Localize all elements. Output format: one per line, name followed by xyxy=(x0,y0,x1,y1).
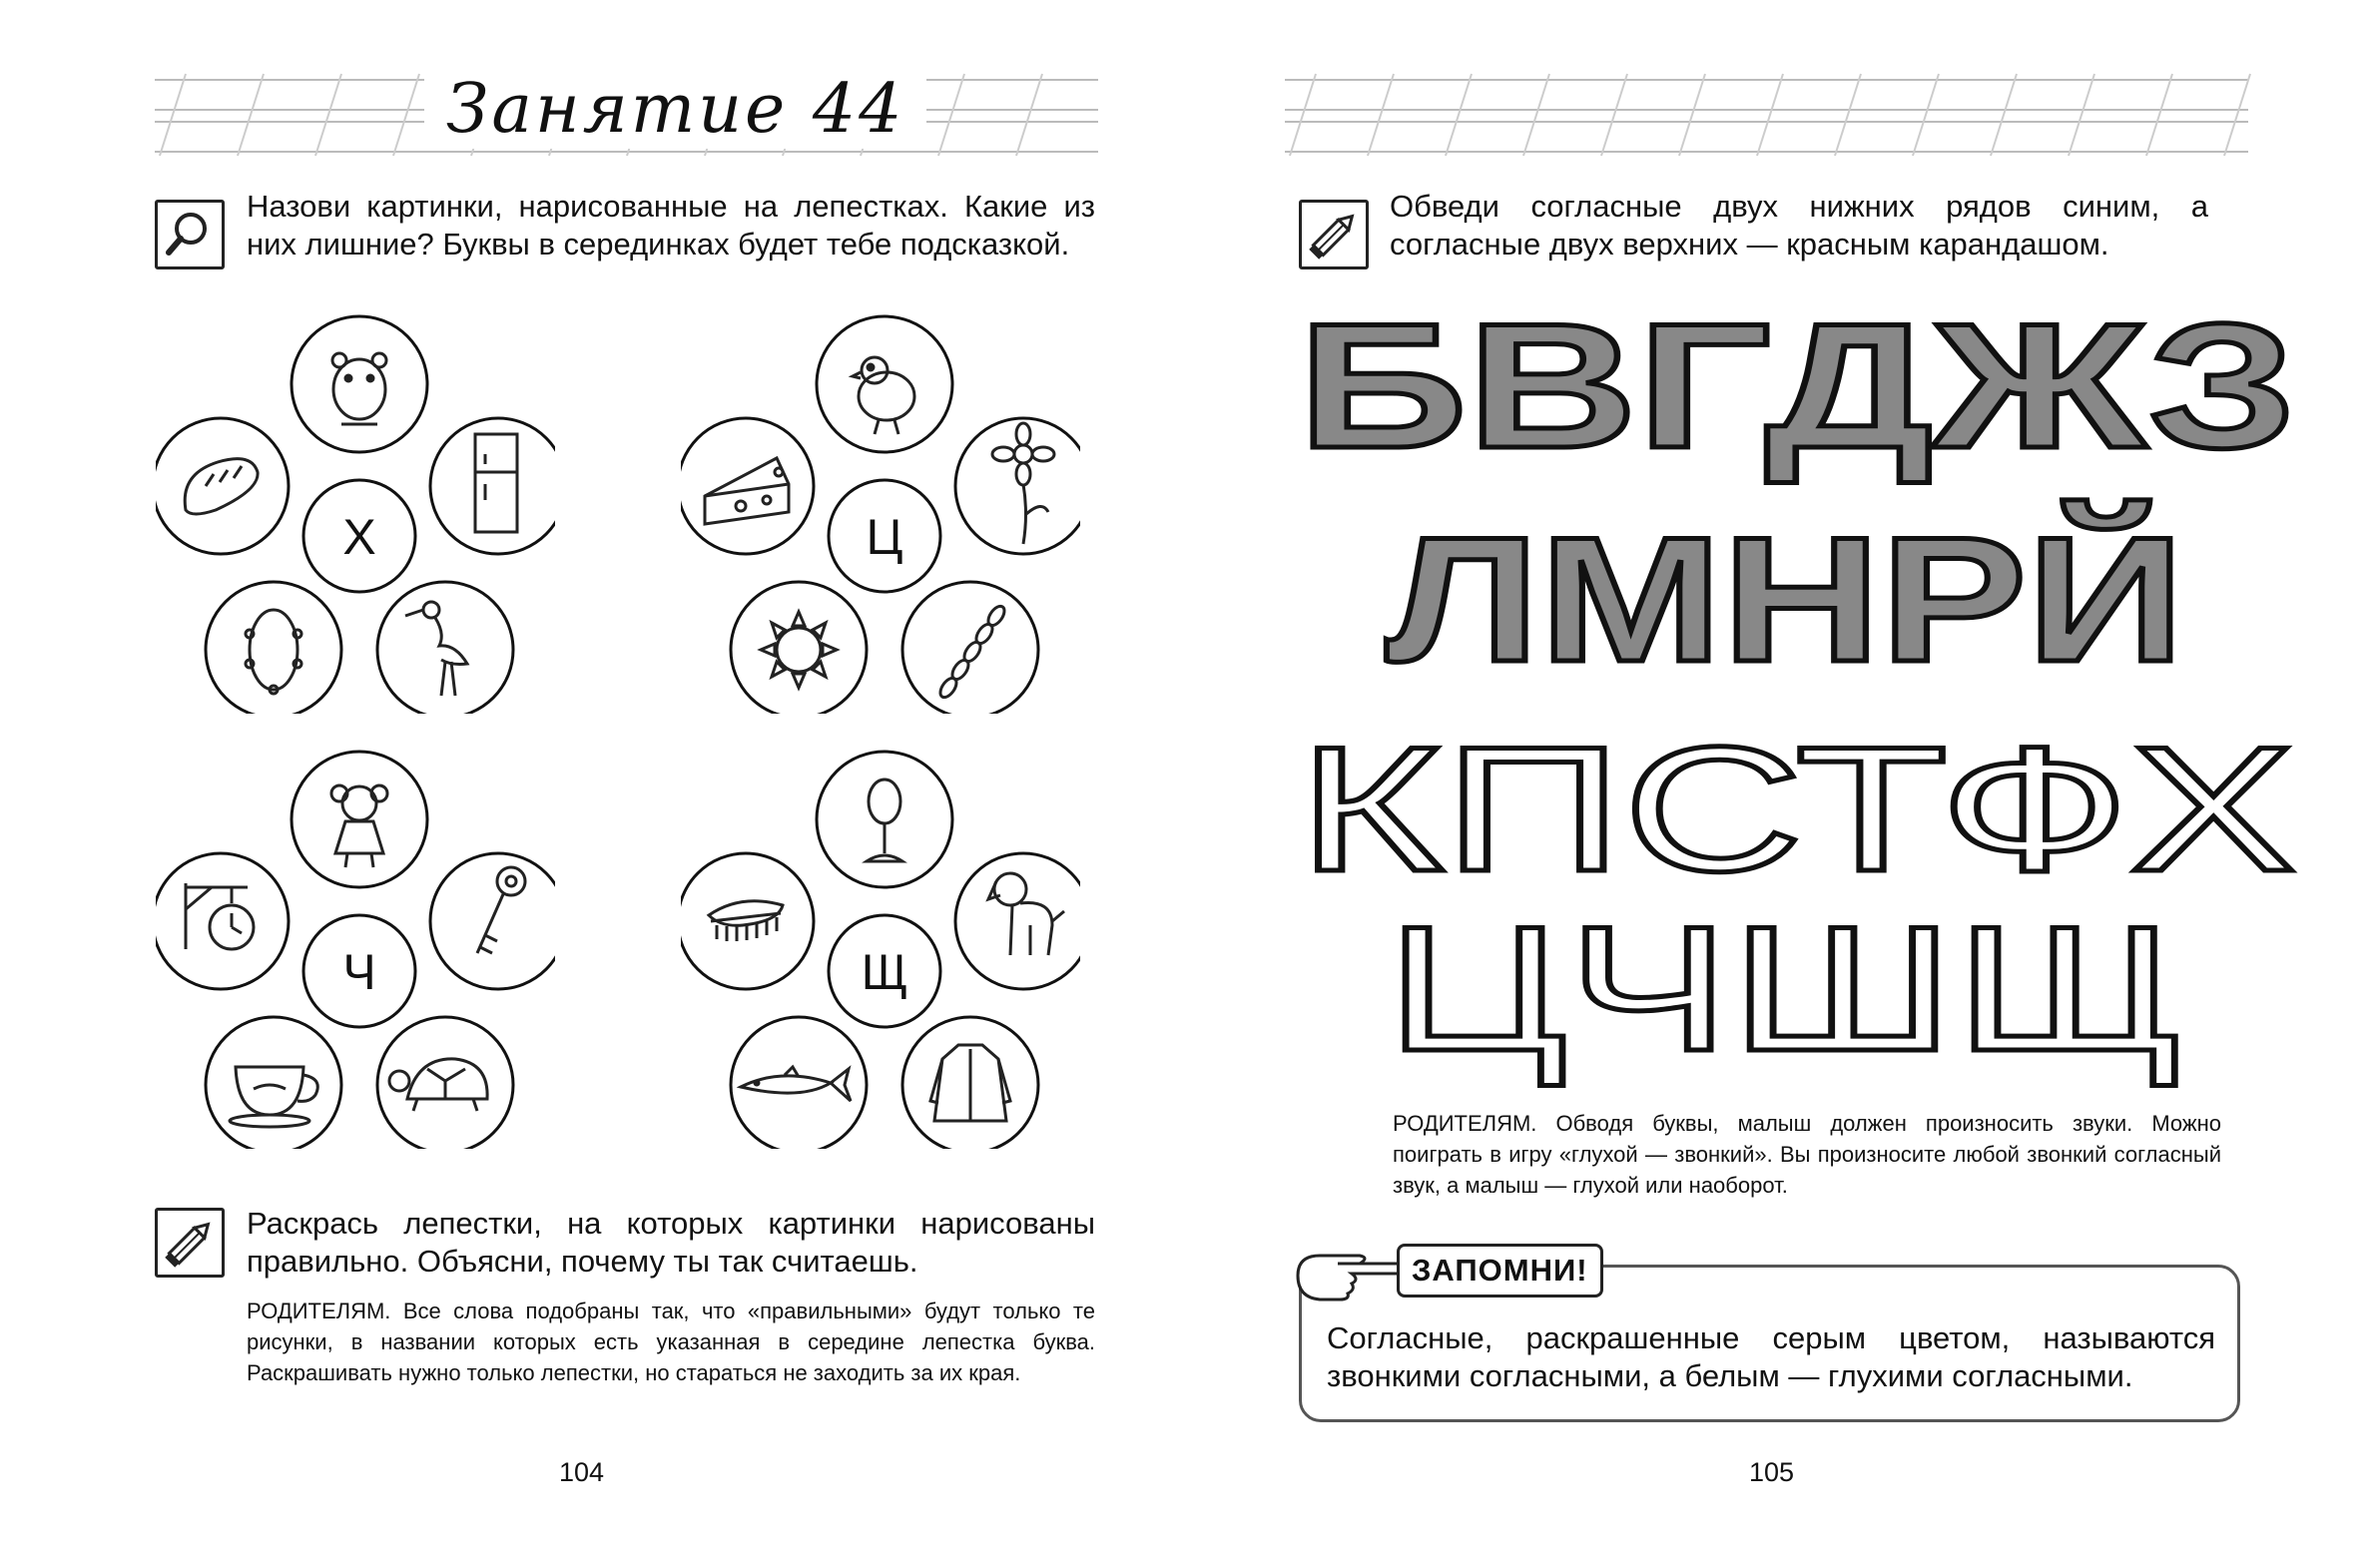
letter-row-voiced-2: ЛМНРЙ xyxy=(1386,500,2034,699)
flower-center-letter: Ч xyxy=(342,944,376,1000)
flower-center-letter: Ц xyxy=(866,509,903,565)
flower-center-letter: Х xyxy=(342,509,376,565)
petal-clock xyxy=(156,853,289,989)
flower-kh xyxy=(156,314,555,714)
petal-heron xyxy=(377,582,513,714)
page-number: 104 xyxy=(559,1457,605,1487)
petal-chick xyxy=(817,316,952,452)
pencil-icon xyxy=(155,1208,225,1278)
consonant-letters xyxy=(1190,0,2380,1098)
petal-mirror xyxy=(817,752,952,887)
right-page xyxy=(1190,0,2380,1561)
letter-row-voiced-1: БВГДЖЗ xyxy=(1298,286,2296,485)
flower-ts xyxy=(681,314,1080,714)
magnifier-icon xyxy=(155,200,225,269)
petal-cheese xyxy=(681,418,814,554)
lesson-title: Занятие 44 xyxy=(424,70,926,149)
petal-brush xyxy=(681,853,814,989)
flower-center-letter: Щ xyxy=(861,944,908,1000)
memo-text: Согласные, раскрашенные серым цветом, называются звонкими согласными, а белым — глухими согласными. xyxy=(1327,1320,2215,1393)
flower-ch xyxy=(156,750,555,1149)
petal-chain xyxy=(902,582,1038,714)
right-task-instruction: Обведи согласные двух нижних рядов синим, а согласные двух верхних — красным карандашом. xyxy=(1390,189,2208,261)
petal-bread xyxy=(156,418,289,554)
letter-row-voiceless-2: ЦЧШЩ xyxy=(1386,889,2184,1088)
task-2-instruction: Раскрась лепестки, на которых картинки нарисованы правильно. Объясни, почему ты так считаешь. xyxy=(247,1206,1095,1279)
petal-cup xyxy=(206,1017,341,1149)
pointing-hand-icon xyxy=(1290,1236,1406,1305)
page-number: 105 xyxy=(1749,1457,1795,1487)
parents-note: РОДИТЕЛЯМ. Все слова подобраны так, что «правильными» будут только те рисунки, в названии которых есть указанная в середине лепестка буква. Раскрашивать нужно только лепестки, но стараться не заходить за их края. xyxy=(247,1299,1095,1385)
flower-shch xyxy=(681,750,1080,1149)
petal-sun xyxy=(731,582,867,714)
memo-label: ЗАПОМНИ! xyxy=(1397,1244,1603,1298)
letter-row-voiceless-1: КПСТФХ xyxy=(1298,710,2296,908)
right-parents-note: РОДИТЕЛЯМ. Обводя буквы, малыш должен произносить звуки. Можно поиграть в игру «глухой — звонкий». Вы произносите любой звонкий согласный звук, а малыш — глухой или наоборот. xyxy=(1393,1111,2221,1198)
petal-hamster xyxy=(292,316,427,452)
task-1-instruction: Назови картинки, нарисованные на лепестках. Какие из них лишние? Буквы в серединках будет тебе подсказкой. xyxy=(247,189,1095,261)
petal-fridge xyxy=(430,418,555,554)
